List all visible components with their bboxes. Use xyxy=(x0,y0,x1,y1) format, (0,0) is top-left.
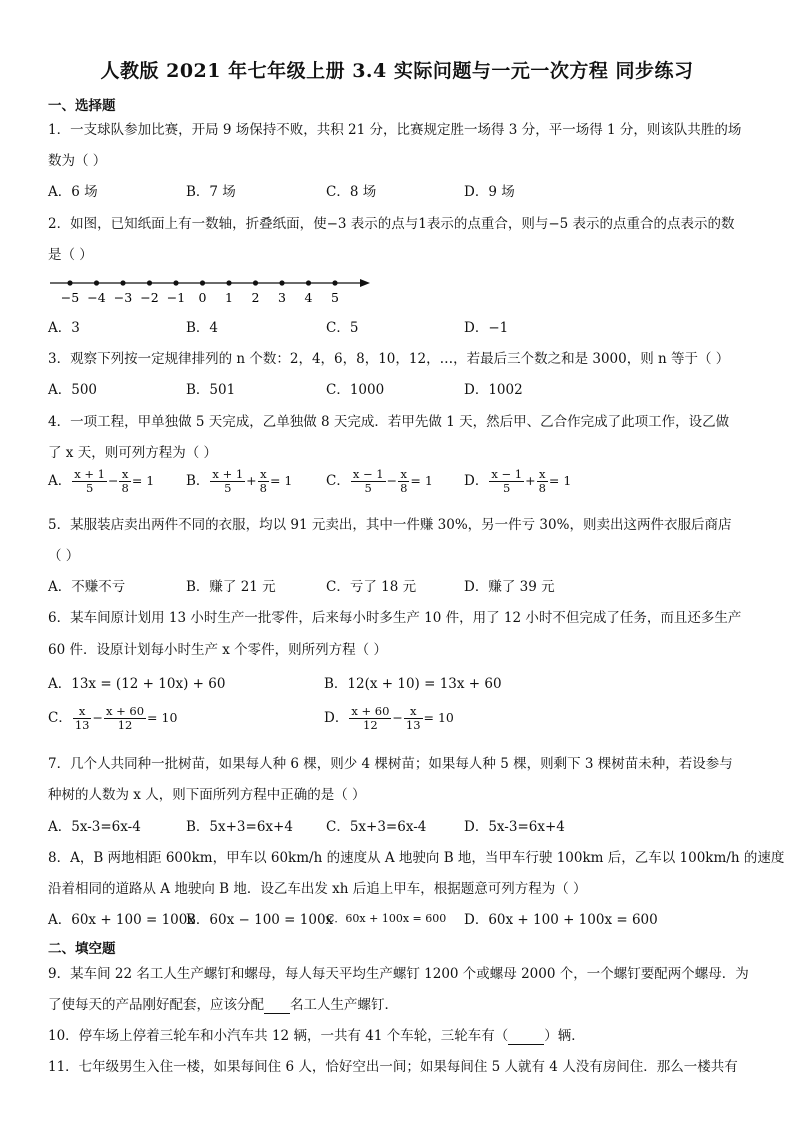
frac-numerator: x xyxy=(119,468,130,482)
number-line-point xyxy=(67,280,72,285)
question-8-text: 8．A，B 两地相距 600km，甲车以 60km/h 的速度从 A 地驶向 B 地，当甲车行驶 100km 后，乙车以 100km/h 的速度 xyxy=(48,850,785,866)
frac-numerator: x − 1 xyxy=(352,467,384,481)
answer-blank[interactable] xyxy=(508,1028,544,1045)
frac-denominator: 12 xyxy=(363,718,378,732)
number-line-label: −2 xyxy=(140,290,159,305)
frac-denominator: 5 xyxy=(85,481,94,495)
question-2-text-cont: 是（ ） xyxy=(48,247,93,263)
number-line-point xyxy=(94,280,99,285)
operator: − xyxy=(392,710,403,725)
option-label: D． xyxy=(464,473,489,489)
question-5-text-cont: （ ） xyxy=(48,548,80,564)
frac-numerator: x xyxy=(398,468,409,482)
frac-denominator: 8 xyxy=(259,481,267,495)
number-line-label: 5 xyxy=(331,290,339,305)
question-7-text-cont: 种树的人数为 x 人，则下面所列方程中正确的是（ ） xyxy=(48,787,366,803)
question-5-text: 5．某服装店卖出两件不同的衣服，均以 91 元卖出，其中一件赚 30%，另一件亏 30%，则卖出这两件衣服后商店 xyxy=(48,517,732,533)
option-a[interactable]: A．500 xyxy=(48,382,98,398)
operator: − xyxy=(386,473,398,488)
frac-numerator: x xyxy=(258,468,269,482)
operator: + xyxy=(525,473,536,488)
number-line-label: 1 xyxy=(225,290,233,305)
number-line-point xyxy=(200,280,205,285)
option-d[interactable]: D．1002 xyxy=(464,382,523,398)
option-a[interactable]: A．6 场 xyxy=(48,184,98,200)
operator: − xyxy=(108,473,119,488)
number-line-point xyxy=(332,280,337,285)
question-6-text: 6．某车间原计划用 13 小时生产一批零件，后来每小时多生产 10 件，用了 12 小时不但完成了任务，而且还多生产 xyxy=(48,610,742,626)
question-11-text: 11．七年级男生入住一楼，如果每间住 6 人，恰好空出一间；如果每间住 5 人就有 4 人没有房间住．那么一楼共有 xyxy=(48,1059,738,1075)
frac-denominator: 8 xyxy=(538,481,546,495)
section-heading-fill: 二、填空题 xyxy=(48,941,116,957)
option-b[interactable]: B．5x+3=6x+4 xyxy=(186,819,293,835)
option-b[interactable]: B．12(x + 10) = 13x + 60 xyxy=(324,676,502,692)
frac-denominator: 5 xyxy=(364,481,372,495)
option-label: B． xyxy=(186,473,210,489)
option-b[interactable]: B．赚了 21 元 xyxy=(186,579,276,595)
number-line-point xyxy=(226,280,231,285)
option-label: C． xyxy=(48,710,72,726)
option-a[interactable]: A．5x-3=6x-4 xyxy=(48,819,141,835)
question-1-text: 1．一支球队参加比赛，开局 9 场保持不败，共积 21 分，比赛规定胜一场得 3 分，平一场得 1 分，则该队共胜的场 xyxy=(48,122,742,138)
option-label: D． xyxy=(324,710,349,726)
option-d[interactable]: D．9 场 xyxy=(464,184,515,200)
option-b[interactable]: B．60x − 100 = 100x xyxy=(186,912,334,928)
question-1-text-cont: 数为（ ） xyxy=(48,153,107,169)
option-b[interactable] xyxy=(186,468,292,495)
frac-numerator: x − 1 xyxy=(491,467,523,481)
option-a[interactable]: A．不赚不亏 xyxy=(48,579,126,595)
option-b[interactable]: B．4 xyxy=(186,320,219,336)
number-line-point xyxy=(120,280,125,285)
option-d[interactable] xyxy=(324,705,454,732)
frac-denominator: 8 xyxy=(400,481,408,495)
question-9-text-part2: 名工人生产螺钉． xyxy=(290,997,398,1013)
frac-numerator: x xyxy=(537,468,548,482)
option-c[interactable] xyxy=(48,705,177,732)
operator: + xyxy=(246,473,257,488)
number-line-label: −3 xyxy=(113,290,133,305)
option-b[interactable]: B．501 xyxy=(186,382,236,398)
number-line-label: −1 xyxy=(166,290,186,305)
question-4-text-cont: 了 x 天，则可列方程为（ ） xyxy=(48,445,217,461)
frac-denominator: 8 xyxy=(121,481,129,495)
operator: − xyxy=(92,710,103,725)
frac-denominator: 13 xyxy=(74,718,90,732)
number-line-point xyxy=(147,280,152,285)
question-3-text: 3．观察下列按一定规律排列的 n 个数：2，4，6，8，10，12，…，若最后三个数之和是 3000，则 n 等于（ ） xyxy=(48,351,730,367)
frac-denominator: 5 xyxy=(224,481,232,495)
question-10-text-part1: 10．停车场上停着三轮车和小汽车共 12 辆，一共有 41 个车轮，三轮车有（ xyxy=(48,1028,509,1044)
number-line-label: −5 xyxy=(60,290,80,305)
frac-numerator: x xyxy=(73,705,92,719)
equation-rhs: = 10 xyxy=(147,710,178,725)
equation-rhs: = 1 xyxy=(131,473,155,488)
option-d[interactable]: D．5x-3=6x+4 xyxy=(464,819,565,835)
section-heading-choice: 一、选择题 xyxy=(48,98,116,114)
option-b[interactable]: B．7 场 xyxy=(186,184,236,200)
option-c[interactable] xyxy=(326,468,433,495)
option-d[interactable]: D．赚了 39 元 xyxy=(464,579,555,595)
option-c[interactable]: C．8 场 xyxy=(326,184,377,200)
option-d[interactable]: D．60x + 100 + 100x = 600 xyxy=(464,912,658,928)
number-line-label: 2 xyxy=(251,290,260,305)
option-a[interactable] xyxy=(48,468,154,495)
number-line-point xyxy=(253,280,258,285)
question-10-text xyxy=(48,1024,585,1045)
question-10-text-part2: ）辆． xyxy=(544,1028,585,1044)
frac-numerator: x + 1 xyxy=(212,467,244,481)
question-9-text-cont xyxy=(48,993,398,1014)
option-c[interactable]: C．5x+3=6x-4 xyxy=(326,819,427,835)
frac-denominator: 12 xyxy=(117,718,133,732)
number-line-label: 3 xyxy=(278,290,286,305)
equation-rhs: = 1 xyxy=(269,473,293,488)
number-line-label: −4 xyxy=(87,290,106,305)
frac-denominator: 5 xyxy=(503,481,511,495)
answer-blank[interactable] xyxy=(264,997,290,1014)
question-2-text: 2．如图，已知纸面上有一数轴，折叠纸面，使−3 表示的点与1表示的点重合，则与−5 表示的点重合的点表示的数 xyxy=(48,216,735,232)
question-7-text: 7．几个人共同种一批树苗，如果每人种 6 棵，则少 4 棵树苗；如果每人种 5 棵，则剩下 3 棵树苗未种，若设参与 xyxy=(48,756,733,772)
option-c[interactable]: C．亏了 18 元 xyxy=(326,579,417,595)
frac-numerator: x xyxy=(404,705,423,719)
option-label: A． xyxy=(48,473,72,489)
equation-rhs: = 1 xyxy=(410,473,433,488)
frac-numerator: x + 60 xyxy=(105,704,145,718)
option-c[interactable]: C．5 xyxy=(326,320,359,336)
option-d[interactable] xyxy=(464,468,571,495)
number-line-point xyxy=(173,280,178,285)
number-line-point xyxy=(279,280,284,285)
option-c[interactable]: C．1000 xyxy=(326,382,385,398)
number-line-label: 4 xyxy=(304,290,313,305)
question-6-text-cont: 60 件．设原计划每小时生产 x 个零件，则所列方程（ ） xyxy=(48,642,387,658)
option-a[interactable]: A．3 xyxy=(48,320,80,336)
question-9-text: 9．某车间 22 名工人生产螺钉和螺母，每人每天平均生产螺钉 1200 个或螺母 2000 个，一个螺钉要配两个螺母．为 xyxy=(48,966,749,982)
number-line-point xyxy=(306,280,311,285)
number-line-figure xyxy=(48,274,378,308)
question-8-text-cont: 沿着相同的道路从 A 地驶向 B 地．设乙车出发 xh 后追上甲车，根据题意可列方程为（ ） xyxy=(48,881,587,897)
number-line-arrow-icon xyxy=(360,279,370,287)
page-title: 人教版 2021 年七年级上册 3.4 实际问题与一元一次方程 同步练习 xyxy=(100,60,694,82)
option-c[interactable]: C．60x + 100x = 600 xyxy=(326,912,447,925)
equation-rhs: = 10 xyxy=(423,710,454,725)
option-a[interactable]: A．13x = (12 + 10x) + 60 xyxy=(48,676,226,692)
number-line-label: 0 xyxy=(198,290,207,305)
option-d[interactable]: D．−1 xyxy=(464,320,509,336)
equation-rhs: = 1 xyxy=(548,473,572,488)
question-4-text: 4．一项工程，甲单独做 5 天完成，乙单独做 8 天完成．若甲先做 1 天，然后甲、乙合作完成了此项工作，设乙做 xyxy=(48,414,730,430)
option-label: C． xyxy=(326,473,350,489)
frac-numerator: x + 1 xyxy=(74,467,105,481)
question-9-text-part1: 了使每天的产品刚好配套，应该分配 xyxy=(48,997,264,1013)
frac-numerator: x + 60 xyxy=(351,704,390,718)
frac-denominator: 13 xyxy=(405,718,421,732)
option-a[interactable]: A．60x + 100 = 100x xyxy=(48,912,195,928)
